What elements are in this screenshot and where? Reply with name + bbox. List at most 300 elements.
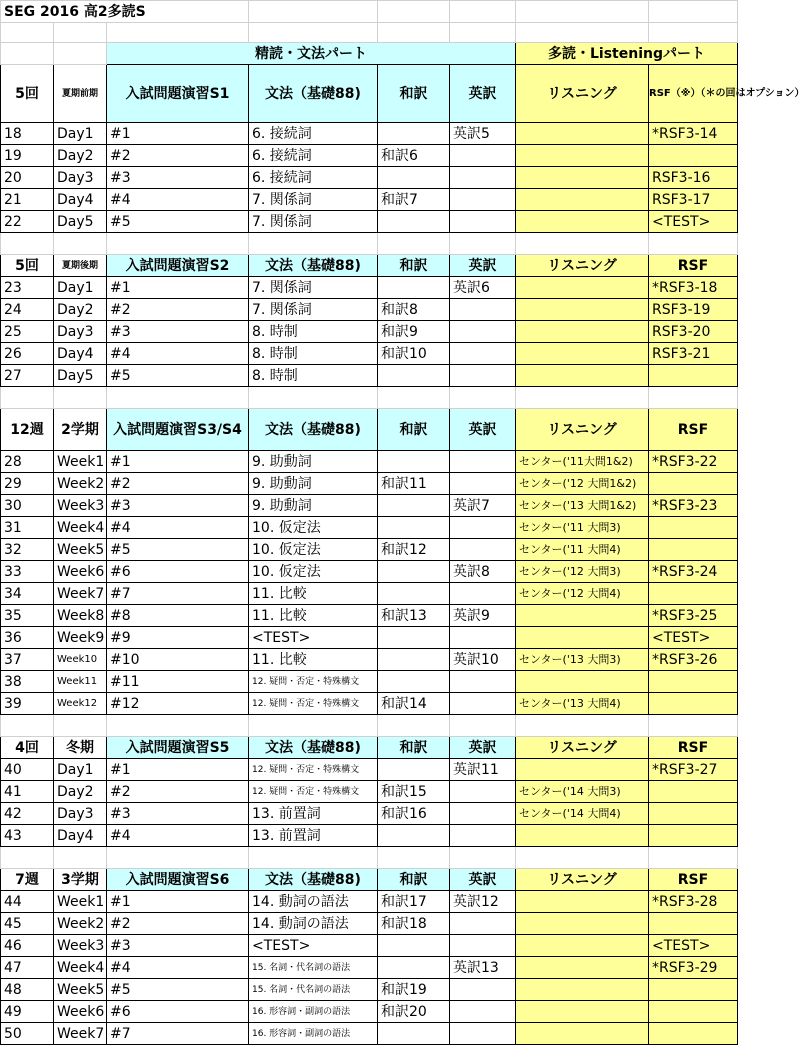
row-wayaku[interactable] — [378, 277, 450, 299]
group-header-seidoku[interactable]: 精読・文法パート — [107, 43, 516, 65]
row-session[interactable]: Week6 — [54, 561, 107, 583]
row-rsf[interactable] — [649, 825, 738, 847]
row-number[interactable]: 31 — [1, 517, 54, 539]
row-wayaku[interactable]: 和訳6 — [378, 145, 450, 167]
row-listening[interactable] — [516, 1001, 649, 1023]
row-number[interactable]: 50 — [1, 1023, 54, 1045]
row-grammar[interactable]: 8. 時制 — [249, 365, 378, 387]
row-exam[interactable]: #4 — [107, 517, 249, 539]
row-number[interactable]: 32 — [1, 539, 54, 561]
row-grammar[interactable]: 12. 疑問・否定・特殊構文 — [249, 759, 378, 781]
row-number[interactable]: 21 — [1, 189, 54, 211]
row-eiyaku[interactable]: 英訳8 — [450, 561, 516, 583]
row-listening[interactable] — [516, 321, 649, 343]
row-grammar[interactable]: 8. 時制 — [249, 321, 378, 343]
row-wayaku[interactable]: 和訳10 — [378, 343, 450, 365]
row-number[interactable]: 25 — [1, 321, 54, 343]
row-exam[interactable]: #5 — [107, 365, 249, 387]
row-rsf[interactable]: RSF3-16 — [649, 167, 738, 189]
row-eiyaku[interactable] — [450, 299, 516, 321]
row-grammar[interactable]: 6. 接続詞 — [249, 123, 378, 145]
row-exam[interactable]: #2 — [107, 913, 249, 935]
row-eiyaku[interactable] — [450, 189, 516, 211]
empty-cell[interactable] — [378, 233, 450, 255]
row-session[interactable]: Day5 — [54, 365, 107, 387]
row-number[interactable]: 29 — [1, 473, 54, 495]
row-exam[interactable]: #2 — [107, 781, 249, 803]
row-exam[interactable]: #4 — [107, 189, 249, 211]
empty-cell[interactable] — [378, 23, 450, 43]
row-listening[interactable] — [516, 167, 649, 189]
empty-cell[interactable] — [1, 847, 54, 869]
row-eiyaku[interactable] — [450, 627, 516, 649]
row-wayaku[interactable] — [378, 935, 450, 957]
row-session[interactable]: Day4 — [54, 189, 107, 211]
row-eiyaku[interactable]: 英訳5 — [450, 123, 516, 145]
row-wayaku[interactable] — [378, 957, 450, 979]
row-wayaku[interactable] — [378, 1023, 450, 1045]
row-exam[interactable]: #3 — [107, 167, 249, 189]
empty-cell[interactable] — [1, 387, 54, 409]
row-eiyaku[interactable]: 英訳11 — [450, 759, 516, 781]
row-grammar[interactable]: 8. 時制 — [249, 343, 378, 365]
row-number[interactable]: 47 — [1, 957, 54, 979]
header-wayaku[interactable]: 和訳 — [378, 869, 450, 891]
row-session[interactable]: Week12 — [54, 693, 107, 715]
row-exam[interactable]: #8 — [107, 605, 249, 627]
row-wayaku[interactable]: 和訳19 — [378, 979, 450, 1001]
row-eiyaku[interactable] — [450, 321, 516, 343]
row-grammar[interactable]: 7. 関係詞 — [249, 211, 378, 233]
row-grammar[interactable]: 16. 形容詞・副詞の語法 — [249, 1023, 378, 1045]
row-grammar[interactable]: 13. 前置詞 — [249, 803, 378, 825]
row-session[interactable]: Week4 — [54, 957, 107, 979]
row-number[interactable]: 48 — [1, 979, 54, 1001]
row-exam[interactable]: #4 — [107, 343, 249, 365]
row-exam[interactable]: #2 — [107, 473, 249, 495]
row-rsf[interactable] — [649, 1001, 738, 1023]
row-wayaku[interactable]: 和訳14 — [378, 693, 450, 715]
row-listening[interactable]: センター('14 大問3) — [516, 781, 649, 803]
empty-cell[interactable] — [450, 233, 516, 255]
row-eiyaku[interactable]: 英訳7 — [450, 495, 516, 517]
header-exam[interactable]: 入試問題演習S3/S4 — [107, 409, 249, 451]
empty-cell[interactable] — [54, 715, 107, 737]
row-session[interactable]: Week2 — [54, 913, 107, 935]
row-eiyaku[interactable] — [450, 167, 516, 189]
row-listening[interactable] — [516, 145, 649, 167]
row-wayaku[interactable] — [378, 123, 450, 145]
empty-cell[interactable] — [107, 715, 249, 737]
row-grammar[interactable]: 11. 比較 — [249, 649, 378, 671]
row-listening[interactable]: センター('11大問1&2) — [516, 451, 649, 473]
row-session[interactable]: Day4 — [54, 343, 107, 365]
row-rsf[interactable]: *RSF3-24 — [649, 561, 738, 583]
row-exam[interactable]: #5 — [107, 539, 249, 561]
row-listening[interactable] — [516, 891, 649, 913]
row-listening[interactable]: センター('12 大問3) — [516, 561, 649, 583]
empty-cell[interactable] — [516, 233, 649, 255]
header-grammar[interactable]: 文法（基礎88) — [249, 255, 378, 277]
row-exam[interactable]: #10 — [107, 649, 249, 671]
row-rsf[interactable]: RSF3-19 — [649, 299, 738, 321]
row-exam[interactable]: #5 — [107, 979, 249, 1001]
row-exam[interactable]: #3 — [107, 803, 249, 825]
sheet-title[interactable]: SEG 2016 高2多読S — [1, 1, 249, 23]
empty-cell[interactable] — [54, 847, 107, 869]
row-eiyaku[interactable] — [450, 451, 516, 473]
row-listening[interactable]: センター('14 大問4) — [516, 803, 649, 825]
row-rsf[interactable]: *RSF3-27 — [649, 759, 738, 781]
row-rsf[interactable] — [649, 693, 738, 715]
row-rsf[interactable]: *RSF3-26 — [649, 649, 738, 671]
empty-cell[interactable] — [649, 715, 738, 737]
row-number[interactable]: 33 — [1, 561, 54, 583]
row-grammar[interactable]: 6. 接続詞 — [249, 145, 378, 167]
section-count[interactable]: 4回 — [1, 737, 54, 759]
row-grammar[interactable]: 9. 助動詞 — [249, 451, 378, 473]
row-number[interactable]: 20 — [1, 167, 54, 189]
row-session[interactable]: Week1 — [54, 891, 107, 913]
row-eiyaku[interactable] — [450, 825, 516, 847]
header-listening[interactable]: リスニング — [516, 255, 649, 277]
row-wayaku[interactable] — [378, 627, 450, 649]
row-rsf[interactable] — [649, 1023, 738, 1045]
empty-cell[interactable] — [107, 233, 249, 255]
row-wayaku[interactable]: 和訳18 — [378, 913, 450, 935]
empty-cell[interactable] — [450, 387, 516, 409]
row-number[interactable]: 24 — [1, 299, 54, 321]
row-listening[interactable]: センター('12 大問1&2) — [516, 473, 649, 495]
row-session[interactable]: Day4 — [54, 825, 107, 847]
empty-cell[interactable] — [649, 233, 738, 255]
row-eiyaku[interactable] — [450, 539, 516, 561]
section-count[interactable]: 12週 — [1, 409, 54, 451]
row-rsf[interactable]: RSF3-20 — [649, 321, 738, 343]
row-session[interactable]: Day3 — [54, 167, 107, 189]
row-session[interactable]: Week3 — [54, 935, 107, 957]
empty-cell[interactable] — [107, 23, 249, 43]
row-grammar[interactable]: 12. 疑問・否定・特殊構文 — [249, 693, 378, 715]
header-listening[interactable]: リスニング — [516, 869, 649, 891]
row-grammar[interactable]: 7. 関係詞 — [249, 299, 378, 321]
row-number[interactable]: 45 — [1, 913, 54, 935]
row-exam[interactable]: #6 — [107, 1001, 249, 1023]
row-eiyaku[interactable] — [450, 583, 516, 605]
row-wayaku[interactable] — [378, 759, 450, 781]
header-grammar[interactable]: 文法（基礎88) — [249, 409, 378, 451]
empty-cell[interactable] — [249, 23, 378, 43]
row-listening[interactable] — [516, 605, 649, 627]
row-eiyaku[interactable] — [450, 145, 516, 167]
row-session[interactable]: Day3 — [54, 803, 107, 825]
empty-cell[interactable] — [1, 43, 54, 65]
row-grammar[interactable]: 10. 仮定法 — [249, 561, 378, 583]
row-listening[interactable]: センター('11 大問3) — [516, 517, 649, 539]
row-rsf[interactable] — [649, 145, 738, 167]
row-exam[interactable]: #7 — [107, 583, 249, 605]
section-term[interactable]: 3学期 — [54, 869, 107, 891]
row-session[interactable]: Week1 — [54, 451, 107, 473]
empty-cell[interactable] — [649, 847, 738, 869]
row-listening[interactable] — [516, 343, 649, 365]
row-eiyaku[interactable] — [450, 693, 516, 715]
header-wayaku[interactable]: 和訳 — [378, 255, 450, 277]
row-number[interactable]: 23 — [1, 277, 54, 299]
row-listening[interactable] — [516, 365, 649, 387]
row-listening[interactable] — [516, 913, 649, 935]
row-eiyaku[interactable] — [450, 343, 516, 365]
empty-cell[interactable] — [378, 1, 450, 23]
empty-cell[interactable] — [516, 23, 649, 43]
row-number[interactable]: 43 — [1, 825, 54, 847]
header-listening[interactable]: リスニング — [516, 65, 649, 123]
empty-cell[interactable] — [249, 387, 378, 409]
row-listening[interactable] — [516, 935, 649, 957]
row-grammar[interactable]: 14. 動詞の語法 — [249, 913, 378, 935]
header-listening[interactable]: リスニング — [516, 409, 649, 451]
row-wayaku[interactable] — [378, 365, 450, 387]
row-session[interactable]: Day5 — [54, 211, 107, 233]
row-exam[interactable]: #1 — [107, 277, 249, 299]
row-number[interactable]: 40 — [1, 759, 54, 781]
row-session[interactable]: Day2 — [54, 299, 107, 321]
empty-cell[interactable] — [249, 233, 378, 255]
row-grammar[interactable]: 6. 接続詞 — [249, 167, 378, 189]
row-listening[interactable]: センター('13 大問1&2) — [516, 495, 649, 517]
row-listening[interactable]: センター('13 大問4) — [516, 693, 649, 715]
row-rsf[interactable]: <TEST> — [649, 627, 738, 649]
header-eiyaku[interactable]: 英訳 — [450, 255, 516, 277]
row-eiyaku[interactable] — [450, 1001, 516, 1023]
row-number[interactable]: 30 — [1, 495, 54, 517]
row-exam[interactable]: #1 — [107, 123, 249, 145]
empty-cell[interactable] — [107, 847, 249, 869]
header-rsf[interactable]: RSF — [649, 869, 738, 891]
row-number[interactable]: 19 — [1, 145, 54, 167]
row-grammar[interactable]: 7. 関係詞 — [249, 189, 378, 211]
row-session[interactable]: Day1 — [54, 123, 107, 145]
row-number[interactable]: 41 — [1, 781, 54, 803]
row-wayaku[interactable] — [378, 561, 450, 583]
row-grammar[interactable]: 16. 形容詞・副詞の語法 — [249, 1001, 378, 1023]
row-wayaku[interactable] — [378, 649, 450, 671]
row-session[interactable]: Day1 — [54, 759, 107, 781]
row-listening[interactable] — [516, 211, 649, 233]
empty-cell[interactable] — [450, 715, 516, 737]
section-term[interactable]: 夏期後期 — [54, 255, 107, 277]
row-session[interactable]: Day3 — [54, 321, 107, 343]
row-eiyaku[interactable] — [450, 935, 516, 957]
empty-cell[interactable] — [54, 43, 107, 65]
row-rsf[interactable]: *RSF3-22 — [649, 451, 738, 473]
row-rsf[interactable] — [649, 979, 738, 1001]
row-number[interactable]: 35 — [1, 605, 54, 627]
row-grammar[interactable]: 12. 疑問・否定・特殊構文 — [249, 671, 378, 693]
row-number[interactable]: 27 — [1, 365, 54, 387]
row-rsf[interactable]: RSF3-17 — [649, 189, 738, 211]
row-rsf[interactable] — [649, 583, 738, 605]
section-term[interactable]: 2学期 — [54, 409, 107, 451]
row-exam[interactable]: #3 — [107, 935, 249, 957]
row-grammar[interactable]: 10. 仮定法 — [249, 539, 378, 561]
row-wayaku[interactable]: 和訳8 — [378, 299, 450, 321]
empty-cell[interactable] — [249, 847, 378, 869]
header-exam[interactable]: 入試問題演習S6 — [107, 869, 249, 891]
header-rsf[interactable]: RSF — [649, 737, 738, 759]
row-wayaku[interactable] — [378, 451, 450, 473]
row-exam[interactable]: #3 — [107, 321, 249, 343]
row-listening[interactable] — [516, 825, 649, 847]
section-count[interactable]: 5回 — [1, 255, 54, 277]
row-session[interactable]: Day2 — [54, 145, 107, 167]
row-wayaku[interactable]: 和訳7 — [378, 189, 450, 211]
row-eiyaku[interactable]: 英訳6 — [450, 277, 516, 299]
empty-cell[interactable] — [450, 847, 516, 869]
empty-cell[interactable] — [54, 233, 107, 255]
row-rsf[interactable]: *RSF3-18 — [649, 277, 738, 299]
empty-cell[interactable] — [54, 387, 107, 409]
row-exam[interactable]: #1 — [107, 451, 249, 473]
row-rsf[interactable] — [649, 671, 738, 693]
row-eiyaku[interactable] — [450, 979, 516, 1001]
header-eiyaku[interactable]: 英訳 — [450, 409, 516, 451]
empty-cell[interactable] — [249, 1, 378, 23]
header-rsf[interactable]: RSF — [649, 255, 738, 277]
empty-cell[interactable] — [516, 847, 649, 869]
row-rsf[interactable] — [649, 539, 738, 561]
row-listening[interactable] — [516, 299, 649, 321]
row-number[interactable]: 18 — [1, 123, 54, 145]
row-exam[interactable]: #4 — [107, 825, 249, 847]
row-listening[interactable] — [516, 759, 649, 781]
row-rsf[interactable]: *RSF3-23 — [649, 495, 738, 517]
row-session[interactable]: Week7 — [54, 1023, 107, 1045]
empty-cell[interactable] — [516, 1, 649, 23]
row-listening[interactable] — [516, 627, 649, 649]
row-eiyaku[interactable] — [450, 211, 516, 233]
header-eiyaku[interactable]: 英訳 — [450, 65, 516, 123]
header-listening[interactable]: リスニング — [516, 737, 649, 759]
row-wayaku[interactable] — [378, 211, 450, 233]
row-number[interactable]: 42 — [1, 803, 54, 825]
row-number[interactable]: 49 — [1, 1001, 54, 1023]
row-grammar[interactable]: 15. 名詞・代名詞の語法 — [249, 979, 378, 1001]
row-wayaku[interactable]: 和訳16 — [378, 803, 450, 825]
row-session[interactable]: Week4 — [54, 517, 107, 539]
empty-cell[interactable] — [450, 23, 516, 43]
empty-cell[interactable] — [107, 387, 249, 409]
header-exam[interactable]: 入試問題演習S1 — [107, 65, 249, 123]
row-wayaku[interactable] — [378, 167, 450, 189]
row-session[interactable]: Day2 — [54, 781, 107, 803]
row-number[interactable]: 44 — [1, 891, 54, 913]
empty-cell[interactable] — [649, 1, 738, 23]
header-grammar[interactable]: 文法（基礎88) — [249, 869, 378, 891]
row-rsf[interactable] — [649, 913, 738, 935]
header-wayaku[interactable]: 和訳 — [378, 737, 450, 759]
row-wayaku[interactable] — [378, 495, 450, 517]
row-exam[interactable]: #7 — [107, 1023, 249, 1045]
row-wayaku[interactable]: 和訳12 — [378, 539, 450, 561]
row-exam[interactable]: #2 — [107, 145, 249, 167]
row-number[interactable]: 34 — [1, 583, 54, 605]
header-wayaku[interactable]: 和訳 — [378, 65, 450, 123]
empty-cell[interactable] — [249, 715, 378, 737]
row-session[interactable]: Week10 — [54, 649, 107, 671]
row-eiyaku[interactable] — [450, 913, 516, 935]
header-exam[interactable]: 入試問題演習S5 — [107, 737, 249, 759]
row-grammar[interactable]: 15. 名詞・代名詞の語法 — [249, 957, 378, 979]
row-wayaku[interactable] — [378, 583, 450, 605]
empty-cell[interactable] — [1, 233, 54, 255]
row-listening[interactable] — [516, 1023, 649, 1045]
row-listening[interactable] — [516, 671, 649, 693]
empty-cell[interactable] — [1, 715, 54, 737]
row-eiyaku[interactable] — [450, 365, 516, 387]
row-number[interactable]: 26 — [1, 343, 54, 365]
row-rsf[interactable]: *RSF3-14 — [649, 123, 738, 145]
row-session[interactable]: Week3 — [54, 495, 107, 517]
empty-cell[interactable] — [516, 715, 649, 737]
row-session[interactable]: Week2 — [54, 473, 107, 495]
row-number[interactable]: 38 — [1, 671, 54, 693]
row-grammar[interactable]: 11. 比較 — [249, 605, 378, 627]
row-rsf[interactable]: <TEST> — [649, 211, 738, 233]
row-exam[interactable]: #5 — [107, 211, 249, 233]
empty-cell[interactable] — [450, 1, 516, 23]
row-grammar[interactable]: <TEST> — [249, 627, 378, 649]
row-listening[interactable] — [516, 123, 649, 145]
row-session[interactable]: Week6 — [54, 1001, 107, 1023]
header-eiyaku[interactable]: 英訳 — [450, 737, 516, 759]
empty-cell[interactable] — [378, 387, 450, 409]
row-exam[interactable]: #4 — [107, 957, 249, 979]
section-term[interactable]: 冬期 — [54, 737, 107, 759]
row-eiyaku[interactable]: 英訳9 — [450, 605, 516, 627]
empty-cell[interactable] — [378, 847, 450, 869]
row-listening[interactable]: センター('12 大問4) — [516, 583, 649, 605]
row-eiyaku[interactable]: 英訳12 — [450, 891, 516, 913]
row-eiyaku[interactable] — [450, 803, 516, 825]
row-listening[interactable] — [516, 189, 649, 211]
row-listening[interactable] — [516, 979, 649, 1001]
section-count[interactable]: 7週 — [1, 869, 54, 891]
header-wayaku[interactable]: 和訳 — [378, 409, 450, 451]
row-session[interactable]: Week9 — [54, 627, 107, 649]
row-number[interactable]: 28 — [1, 451, 54, 473]
row-wayaku[interactable]: 和訳11 — [378, 473, 450, 495]
row-listening[interactable] — [516, 277, 649, 299]
row-eiyaku[interactable]: 英訳10 — [450, 649, 516, 671]
row-eiyaku[interactable] — [450, 781, 516, 803]
empty-cell[interactable] — [378, 715, 450, 737]
row-exam[interactable]: #1 — [107, 891, 249, 913]
header-grammar[interactable]: 文法（基礎88) — [249, 65, 378, 123]
row-session[interactable]: Week11 — [54, 671, 107, 693]
row-exam[interactable]: #3 — [107, 495, 249, 517]
row-number[interactable]: 36 — [1, 627, 54, 649]
row-grammar[interactable]: 9. 助動詞 — [249, 495, 378, 517]
row-grammar[interactable]: 12. 疑問・否定・特殊構文 — [249, 781, 378, 803]
row-grammar[interactable]: 9. 助動詞 — [249, 473, 378, 495]
section-term[interactable]: 夏期前期 — [54, 65, 107, 123]
row-exam[interactable]: #2 — [107, 299, 249, 321]
row-wayaku[interactable]: 和訳13 — [378, 605, 450, 627]
row-wayaku[interactable]: 和訳15 — [378, 781, 450, 803]
row-session[interactable]: Week8 — [54, 605, 107, 627]
row-wayaku[interactable] — [378, 825, 450, 847]
